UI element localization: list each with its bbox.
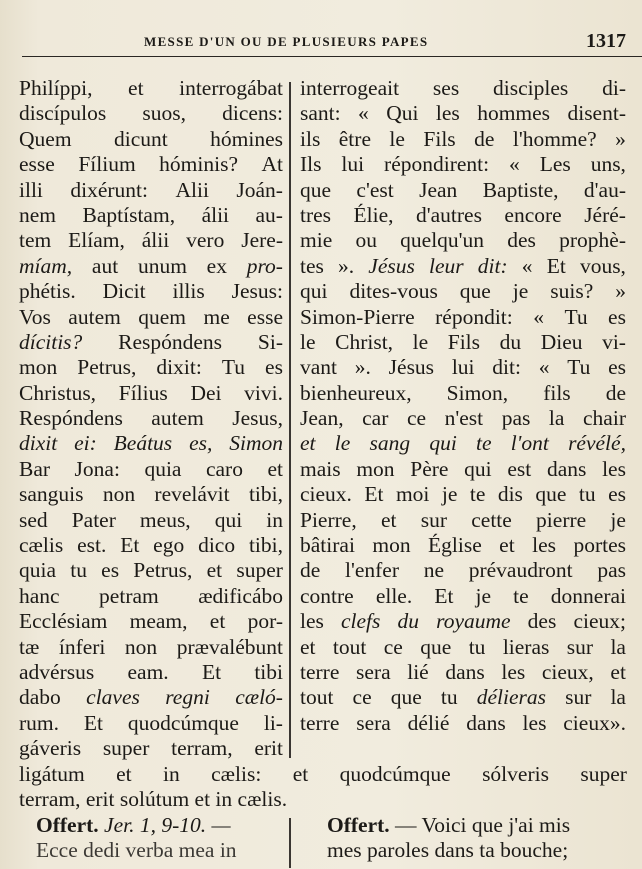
french-line: vant ». Jésus lui dit: « Tu es bbox=[300, 355, 626, 380]
french-line: et tout ce que tu lieras sur la bbox=[300, 634, 626, 659]
latin-line: Quem dicunt hómines bbox=[19, 126, 283, 151]
latin-line: Christus, Fílius Dei vivi. bbox=[19, 380, 283, 405]
latin-line: dixit ei: Beátus es, Simon bbox=[19, 431, 283, 456]
header-rule bbox=[22, 56, 642, 57]
column-divider bbox=[289, 82, 291, 758]
latin-line: míam, aut unum ex pro- bbox=[19, 253, 283, 278]
french-line: les clefs du royaume des cieux; bbox=[300, 609, 626, 634]
french-line: ils être le Fils de l'homme? » bbox=[300, 126, 626, 151]
french-line: bienheureux, Simon, fils de bbox=[300, 380, 626, 405]
latin-line: illi dixérunt: Alii Joán- bbox=[19, 177, 283, 202]
offertory-french-line-2: mes paroles dans ta bouche; bbox=[327, 838, 569, 863]
french-line: contre elle. Et je te donnerai bbox=[300, 583, 626, 608]
french-line: cieux. Et moi je te dis que tu es bbox=[300, 482, 626, 507]
latin-line: phétis. Dicit illis Jesus: bbox=[19, 279, 283, 304]
french-line: que c'est Jean Baptiste, d'au- bbox=[300, 177, 626, 202]
latin-line: sanguis non revelávit tibi, bbox=[19, 482, 283, 507]
latin-line: Vos autem quem me esse bbox=[19, 304, 283, 329]
latin-line: hanc petram ædificábo bbox=[19, 583, 283, 608]
french-line: Pierre, et sur cette pierre je bbox=[300, 507, 626, 532]
page-header bbox=[140, 30, 630, 56]
latin-continuation-line-2: terram, erit solútum et in cælis. bbox=[19, 787, 288, 811]
french-line: tres Élie, d'autres encore Jéré- bbox=[300, 202, 626, 227]
offertory-reference: Jer. 1, 9-10. — bbox=[104, 813, 231, 837]
french-line: qui dites-vous que je suis? » bbox=[300, 279, 626, 304]
latin-line: sed Pater meus, qui in bbox=[19, 507, 283, 532]
latin-line: tæ ínferi non prævalébunt bbox=[19, 634, 283, 659]
latin-line: dabo claves regni cæló- bbox=[19, 685, 283, 710]
french-line: sant: « Qui les hommes disent- bbox=[300, 101, 626, 126]
french-line: terre sera lié dans les cieux, et bbox=[300, 659, 626, 684]
latin-line: Respóndens autem Jesus, bbox=[19, 406, 283, 431]
french-line: le Christ, le Fils du Dieu vi- bbox=[300, 329, 626, 354]
latin-column bbox=[19, 76, 283, 762]
offertory-label-french: Offert. bbox=[327, 813, 390, 837]
french-line: bâtirai mon Église et les portes bbox=[300, 533, 626, 558]
latin-line: cælis est. Et ego dico tibi, bbox=[19, 533, 283, 558]
french-line: de l'enfer ne prévaudront pas bbox=[300, 558, 626, 583]
latin-line: gáveris super terram, erit bbox=[19, 736, 283, 761]
french-line: mais mon Père qui est dans les bbox=[300, 456, 626, 481]
offertory-label-latin: Offert. bbox=[36, 813, 99, 837]
page-number: 1317 bbox=[586, 30, 626, 52]
french-line: tes ». Jésus leur dit: « Et vous, bbox=[300, 253, 626, 278]
offertory-french bbox=[327, 813, 627, 864]
french-line: Ils lui répondirent: « Les uns, bbox=[300, 152, 626, 177]
offertory-latin-line-2: Ecce dedi verba mea in bbox=[36, 838, 237, 863]
french-line: Jean, car ce n'est pas la chair bbox=[300, 406, 626, 431]
french-line: tout ce que tu délieras sur la bbox=[300, 685, 626, 710]
latin-line: advérsus eam. Et tibi bbox=[19, 659, 283, 684]
latin-line: Bar Jona: quia caro et bbox=[19, 456, 283, 481]
latin-line: tem Elíam, álii vero Jere- bbox=[19, 228, 283, 253]
offertory-french-text: — Voici que j'ai mis bbox=[395, 813, 571, 837]
french-line: et le sang qui te l'ont révélé, bbox=[300, 431, 626, 456]
latin-line: rum. Et quodcúmque li- bbox=[19, 710, 283, 735]
latin-line: nem Baptístam, álii au- bbox=[19, 202, 283, 227]
latin-line: Philíppi, et interrogábat bbox=[19, 76, 283, 100]
french-line: mie ou quelqu'un des prophè- bbox=[300, 228, 626, 253]
latin-line: esse Fílium hóminis? At bbox=[19, 152, 283, 177]
running-head: MESSE D'UN OU DE PLUSIEURS PAPES bbox=[144, 34, 429, 49]
latin-line: discípulos suos, dicens: bbox=[19, 101, 283, 126]
offertory-divider bbox=[289, 818, 291, 868]
latin-line: dícitis? Respóndens Si- bbox=[19, 329, 283, 354]
latin-line: quia tu es Petrus, et super bbox=[19, 558, 283, 583]
latin-continuation-line: ligátum et in cælis: et quodcúmque sólveris super bbox=[19, 762, 627, 786]
latin-line: Ecclésiam meam, et por- bbox=[19, 609, 283, 634]
offertory-latin bbox=[36, 813, 284, 864]
french-column bbox=[300, 76, 626, 736]
french-line: Simon-Pierre répondit: « Tu es bbox=[300, 304, 626, 329]
latin-line: mon Petrus, dixit: Tu es bbox=[19, 355, 283, 380]
french-line: terre sera délié dans les cieux». bbox=[300, 710, 626, 735]
french-line: interrogeait ses disciples di- bbox=[300, 76, 626, 100]
